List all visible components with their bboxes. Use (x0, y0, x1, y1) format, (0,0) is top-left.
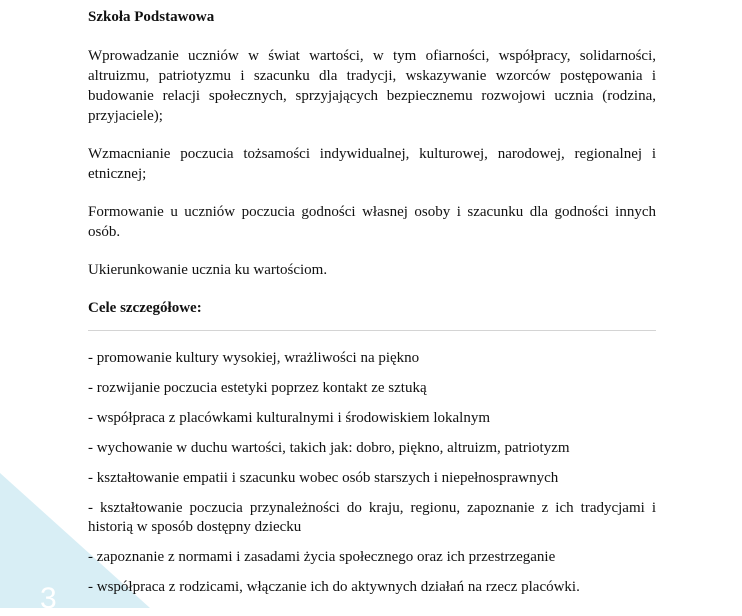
goal-item: - współpraca z placówkami kulturalnymi i środowiskiem lokalnym (88, 410, 490, 426)
goal-item: - kształtowanie empatii i szacunku wobec osób starszych i niepełnosprawnych (88, 470, 559, 486)
divider (88, 330, 656, 331)
goal-item: - promowanie kultury wysokiej, wrażliwości na piękno (88, 350, 420, 366)
paragraph-dignity: Formowanie u uczniów poczucia godności własnej osoby i szacunku dla godności innych osób. (88, 204, 656, 240)
paragraph-orientation: Ukierunkowanie ucznia ku wartościom. (88, 262, 328, 278)
goal-item: - rozwijanie poczucia estetyki poprzez kontakt ze sztuką (88, 380, 427, 396)
specific-goals-heading: Cele szczegółowe: (88, 300, 202, 316)
page-number: 3 (40, 582, 57, 615)
goal-item: - zapoznanie z normami i zasadami życia społecznego oraz ich przestrzeganie (88, 549, 556, 565)
goal-item: - współpraca z rodzicami, włączanie ich do aktywnych działań na rzecz placówki. (88, 579, 580, 595)
paragraph-values: Wprowadzanie uczniów w świat wartości, w tym ofiarności, współpracy, solidarności, altruizmu, patriotyzmu i szacunku dla tradycji, wskazywanie wzorców postępowania i budowanie relacji społecznych, sprzyjających bezpiecznemu rozwojowi ucznia (rodzina, przyjaciele); (88, 48, 656, 124)
paragraph-identity: Wzmacnianie poczucia tożsamości indywidualnej, kulturowej, narodowej, regionalnej i etnicznej; (88, 146, 656, 182)
specific-goals-list (88, 349, 656, 597)
document-body (88, 8, 656, 608)
goal-item: - wychowanie w duchu wartości, takich jak: dobro, piękno, altruizm, patriotyzm (88, 440, 570, 456)
goal-item: - kształtowanie poczucia przynależności do kraju, regionu, zapoznanie z ich tradycjami i historią w sposób dostępny dziecku (88, 500, 656, 535)
school-heading: Szkoła Podstawowa (88, 9, 215, 25)
